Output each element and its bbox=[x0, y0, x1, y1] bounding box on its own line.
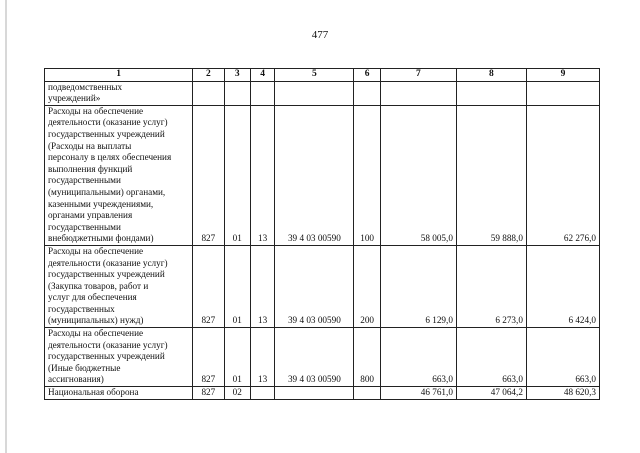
cell-target-article bbox=[275, 387, 354, 400]
row-name-cell bbox=[45, 245, 193, 327]
cell-amount-year2: 59 888,0 bbox=[456, 105, 526, 245]
table-row bbox=[45, 328, 600, 387]
cell-amount-year2 bbox=[456, 81, 526, 105]
cell-amount-year1: 58 005,0 bbox=[380, 105, 456, 245]
column-header: 2 bbox=[193, 69, 224, 82]
cell-expense-type bbox=[354, 81, 380, 105]
cell-target-article: 39 4 03 00590 bbox=[275, 328, 354, 387]
cell-expense-type: 800 bbox=[354, 328, 380, 387]
row-name-cell bbox=[45, 105, 193, 245]
page-number: 477 bbox=[311, 29, 329, 41]
row-name: Расходы на обеспечение деятельности (оказание услуг) государственных учреждений (Иные бюджетные ассигнования) bbox=[48, 328, 168, 385]
cell-amount-year1: 6 129,0 bbox=[380, 245, 456, 327]
cell-subsection bbox=[250, 387, 274, 400]
column-header: 4 bbox=[250, 69, 274, 82]
cell-section: 01 bbox=[224, 245, 250, 327]
cell-ministry: 827 bbox=[193, 387, 224, 400]
column-header: 8 bbox=[456, 69, 526, 82]
row-name: Расходы на обеспечение деятельности (оказание услуг) государственных учреждений (Расходы на выплаты персоналу в целях обеспечения выполнения функций государственными (муниципальными) органами, казенными учреждениями, органами управления государственными внебюджетными фондами) bbox=[48, 105, 172, 244]
table-row bbox=[45, 105, 600, 245]
cell-target-article: 39 4 03 00590 bbox=[275, 245, 354, 327]
row-name-cell bbox=[45, 387, 193, 400]
cell-ministry: 827 bbox=[193, 105, 224, 245]
column-header: 3 bbox=[224, 69, 250, 82]
row-name-cell bbox=[45, 81, 193, 105]
cell-expense-type: 100 bbox=[354, 105, 380, 245]
cell-section: 01 bbox=[224, 328, 250, 387]
column-header: 7 bbox=[380, 69, 456, 82]
cell-amount-year2: 6 273,0 bbox=[456, 245, 526, 327]
cell-ministry bbox=[193, 81, 224, 105]
table-row bbox=[45, 387, 600, 400]
cell-target-article bbox=[275, 81, 354, 105]
cell-amount-year1: 663,0 bbox=[380, 328, 456, 387]
row-name-cell bbox=[45, 328, 193, 387]
cell-amount-year2: 663,0 bbox=[456, 328, 526, 387]
cell-section: 01 bbox=[224, 105, 250, 245]
cell-subsection: 13 bbox=[250, 245, 274, 327]
cell-section bbox=[224, 81, 250, 105]
cell-amount-year2: 47 064,2 bbox=[456, 387, 526, 400]
cell-expense-type: 200 bbox=[354, 245, 380, 327]
column-header: 6 bbox=[354, 69, 380, 82]
row-name: подведомственных учреждений» bbox=[48, 81, 123, 104]
cell-amount-year1 bbox=[380, 81, 456, 105]
cell-amount-year1: 46 761,0 bbox=[380, 387, 456, 400]
table-header-row bbox=[45, 69, 600, 82]
cell-subsection bbox=[250, 81, 274, 105]
cell-section: 02 bbox=[224, 387, 250, 400]
table-row bbox=[45, 81, 600, 105]
column-header: 5 bbox=[275, 69, 354, 82]
budget-table bbox=[44, 68, 600, 400]
cell-subsection: 13 bbox=[250, 105, 274, 245]
row-name: Национальная оборона bbox=[48, 387, 139, 398]
column-header: 9 bbox=[526, 69, 599, 82]
cell-amount-year3 bbox=[526, 81, 599, 105]
cell-expense-type bbox=[354, 387, 380, 400]
scan-edge-mark bbox=[5, 0, 7, 453]
cell-target-article: 39 4 03 00590 bbox=[275, 105, 354, 245]
cell-amount-year3: 663,0 bbox=[526, 328, 599, 387]
cell-amount-year3: 6 424,0 bbox=[526, 245, 599, 327]
cell-amount-year3: 48 620,3 bbox=[526, 387, 599, 400]
cell-ministry: 827 bbox=[193, 328, 224, 387]
cell-subsection: 13 bbox=[250, 328, 274, 387]
row-name: Расходы на обеспечение деятельности (оказание услуг) государственных учреждений (Закупка товаров, работ и услуг для обеспечения государственных (муниципальных) нужд) bbox=[48, 245, 168, 326]
column-header: 1 bbox=[45, 69, 193, 82]
cell-ministry: 827 bbox=[193, 245, 224, 327]
table-row bbox=[45, 245, 600, 327]
cell-amount-year3: 62 276,0 bbox=[526, 105, 599, 245]
